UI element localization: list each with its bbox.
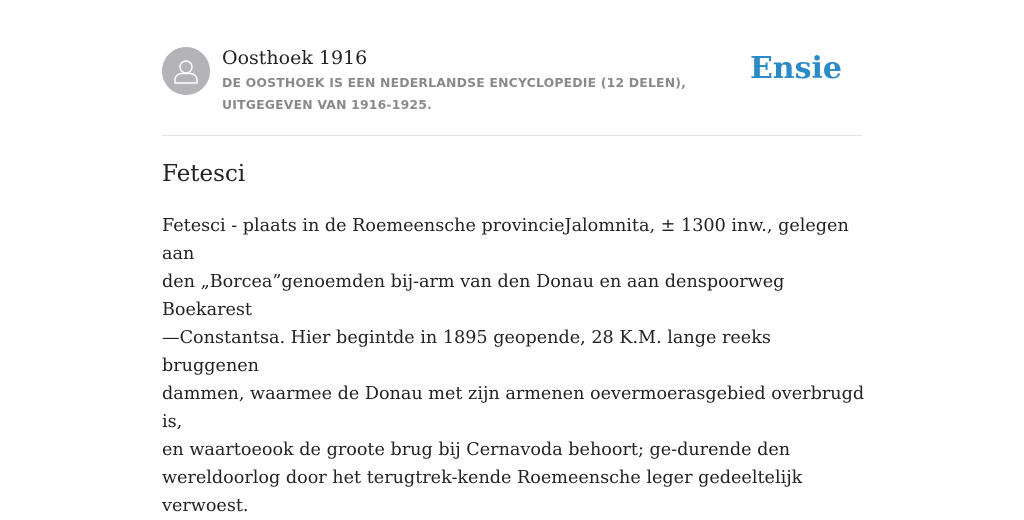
ensie-logo[interactable]: Ensie [749, 51, 842, 86]
user-icon [171, 56, 201, 86]
article-title: Fetesci [162, 161, 246, 187]
source-header [162, 44, 862, 124]
source-title[interactable]: Oosthoek 1916 [222, 47, 368, 69]
header-divider [162, 135, 862, 136]
article-body: Fetesci - plaats in de Roemeensche provincieJalomnita, ± 1300 inw., gelegen aan den „Borcea”genoemden bij-arm van den Donau en aan denspoorweg Boekarest —Constantsa. Hier begintde in 1895 geopende, 28 K.M. lange reeks bruggenen dammen, waarmee de Donau met zijn armenen oevermoerasgebied overbrugd is, en waartoeook de groote brug bij Cernavoda behoort; ge-durende den wereldoorlog door het terugtrek-kende Roemeensche leger gedeeltelijk verwoest. [162, 216, 865, 516]
source-avatar[interactable] [162, 47, 210, 95]
source-description: DE OOSTHOEK IS EEN NEDERLANDSE ENCYCLOPEDIE (12 DELEN), UITGEGEVEN VAN 1916-1925. [222, 75, 687, 112]
